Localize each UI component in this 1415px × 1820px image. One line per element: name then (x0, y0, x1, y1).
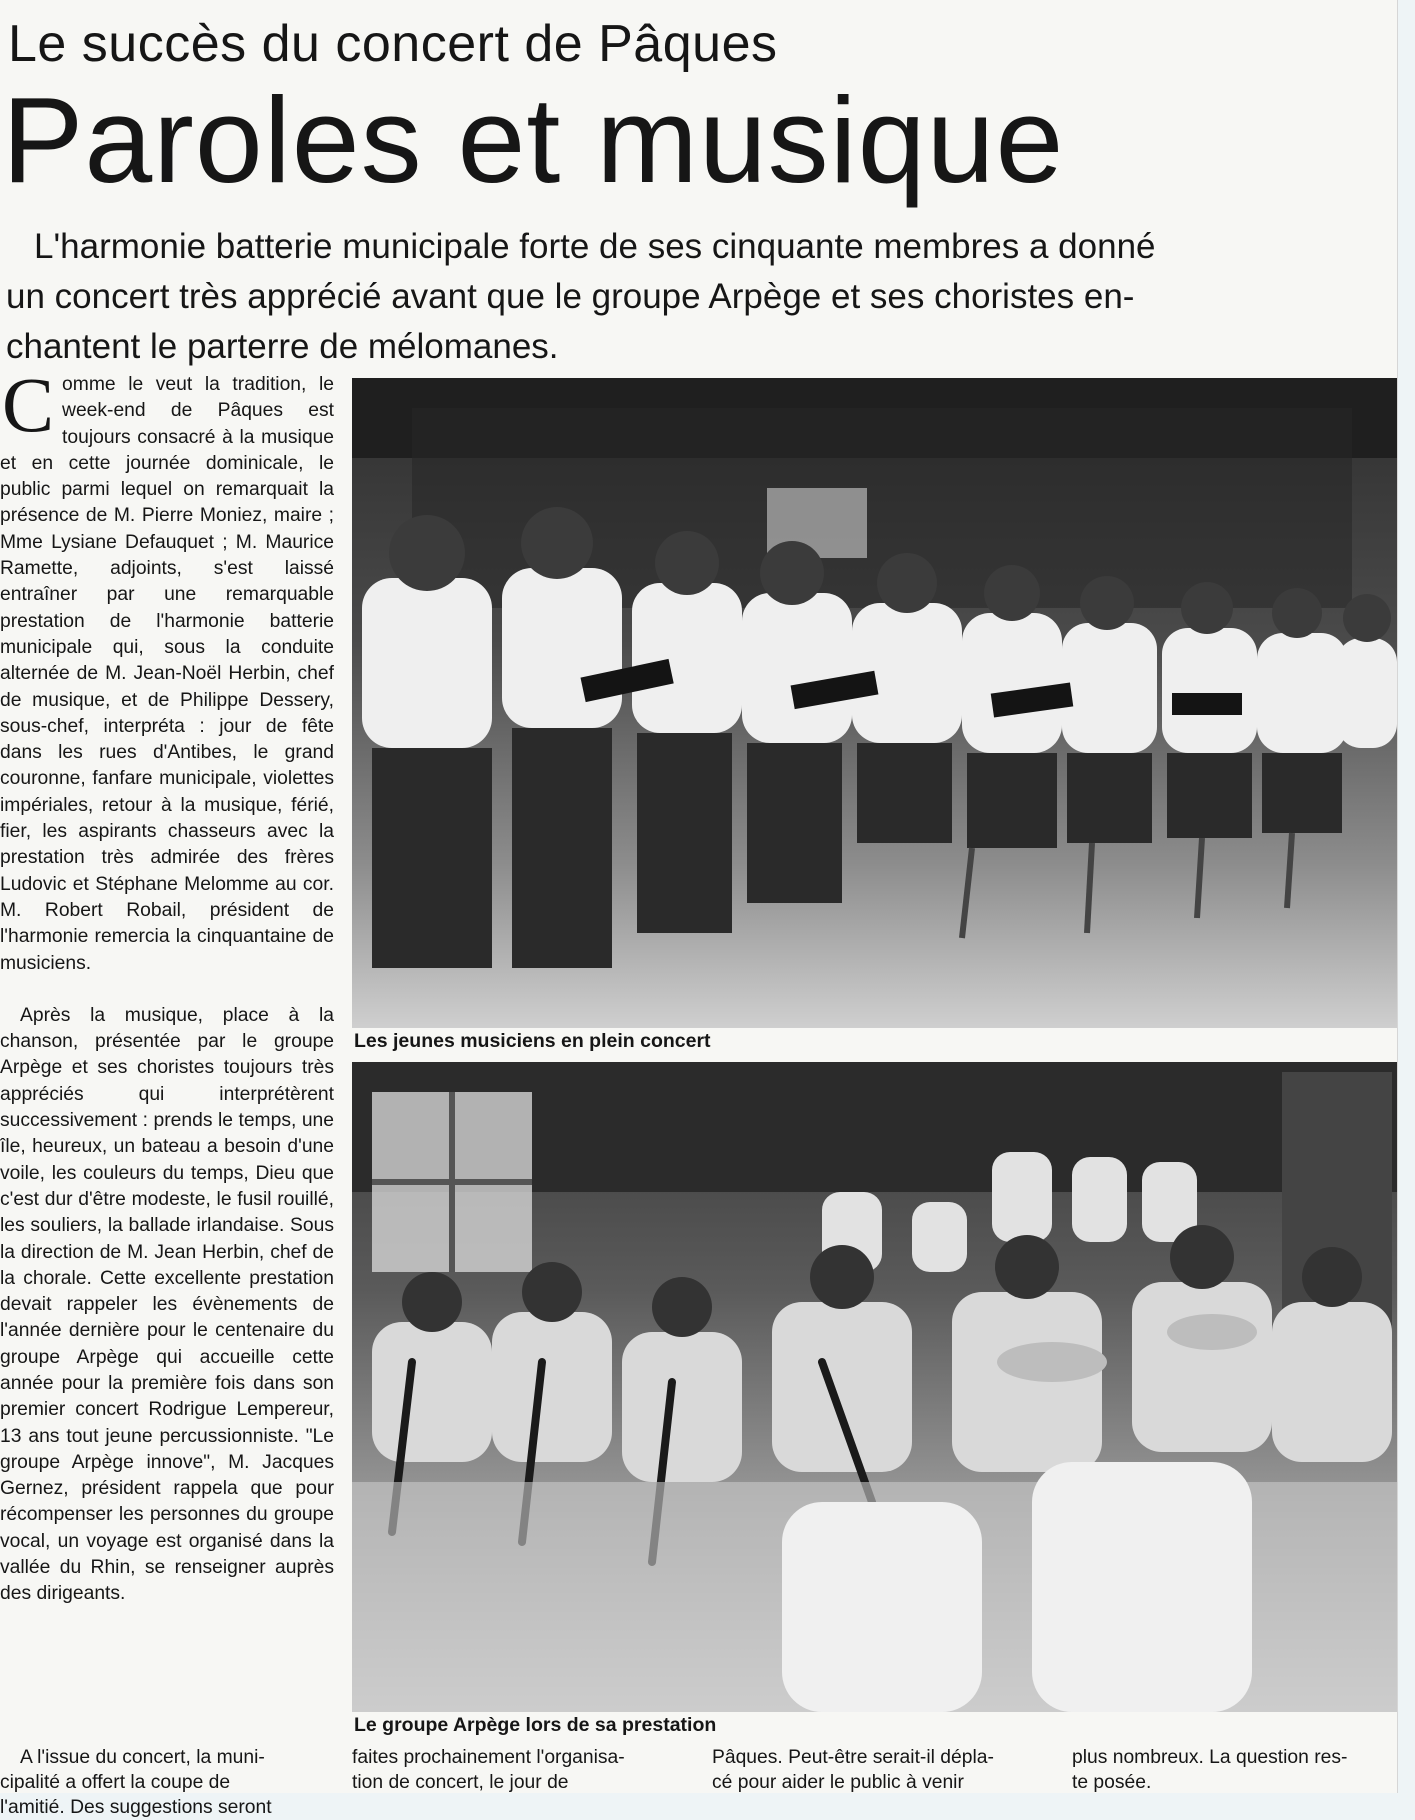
drop-cap: C (2, 361, 55, 448)
choir-photo (352, 378, 1397, 1028)
photo-caption-2: Le groupe Arpège lors de sa prestation (354, 1714, 717, 1736)
paragraph-3-continued (0, 1745, 334, 1820)
band-photo (352, 1062, 1397, 1712)
photo-caption-1: Les jeunes musiciens en plein concert (354, 1030, 711, 1052)
lead-line-1: L'harmonie batterie municipale forte de ses cinquante membres a donné (34, 227, 1156, 266)
column-line: Pâques. Peut-être serait-il dépla- (712, 1747, 994, 1768)
headline: Paroles et musique (2, 72, 1065, 208)
lead-paragraph (6, 222, 1401, 372)
paragraph-3-line: A l'issue du concert, la muni- (20, 1747, 265, 1768)
column-line: te posée. (1072, 1772, 1152, 1793)
paragraph-1-text: omme le veut la tradition, le week-end de Pâques est toujours consacré à la musique et en cette journée dominicale, le public parmi lequel on remarquait la présence de M. Pierre Moniez, maire ; Mme Lysiane Defauquet ; M. Maurice Ramette, adjoints, s'est laissé entraîner par une remarquable prestation de l'harmonie batterie municipale qui, sous la conduite alternée de M. Jean-Noël Herbin, chef de musique, et de Philippe Dessery, sous-chef, interpréta : jour de fête dans les rues d'Antibes, le grand couronne, fanfare municipale, violettes impériales, retour à la musique, férié, fier, les aspirants chasseurs avec la prestation très admirée des frères Ludovic et Stéphane Melomme au cor. M. Robert Robail, président de l'harmonie remercia la cinquantaine de musiciens. (0, 374, 334, 974)
paragraph-2: Après la musique, place à la chanson, présentée par le groupe Arpège et ses choristes toujours très appréciés qui interprétèrent successivement : prends le temps, une île, heureux, un bateau a besoin d'une voile, les couleurs du temps, Dieu que c'est dur d'être modeste, le fusil rouillé, les souliers, la ballade irlandaise. Sous la direction de M. Jean Herbin, chef de la chorale. Cette excellente prestation devait rappeler les évènements de l'année dernière pour le centenaire du groupe Arpège qui accueille cette année pour la première fois dans son premier concert Rodrigue Lempereur, 13 ans tout jeune percussionniste. "Le groupe Arpège innove", M. Jacques Gernez, président rappela que pour récompenser les personnes du groupe vocal, un voyage est organisé dans la vallée du Rhin, se renseigner auprès des dirigeants. (0, 1004, 334, 1605)
column-line: cé pour aider le public à venir (712, 1772, 964, 1793)
column-line: tion de concert, le jour de (352, 1772, 569, 1793)
body-column (0, 361, 334, 1608)
paragraph-3-line-3: l'amitié. Des suggestions seront (0, 1797, 272, 1818)
lead-line-2: un concert très apprécié avant que le groupe Arpège et ses choristes en- (6, 277, 1135, 316)
bottom-column-1 (352, 1745, 625, 1795)
column-line: plus nombreux. La question res- (1072, 1747, 1348, 1768)
paragraph-1 (0, 361, 334, 977)
kicker-title: Le succès du concert de Pâques (8, 15, 778, 73)
paragraph-3-line-2: cipalité a offert la coupe de (0, 1772, 231, 1793)
column-line: faites prochainement l'organisa- (352, 1747, 625, 1768)
bottom-column-2 (712, 1745, 994, 1795)
lead-line-3: chantent le parterre de mélomanes. (6, 327, 559, 366)
bottom-column-3 (1072, 1745, 1347, 1795)
